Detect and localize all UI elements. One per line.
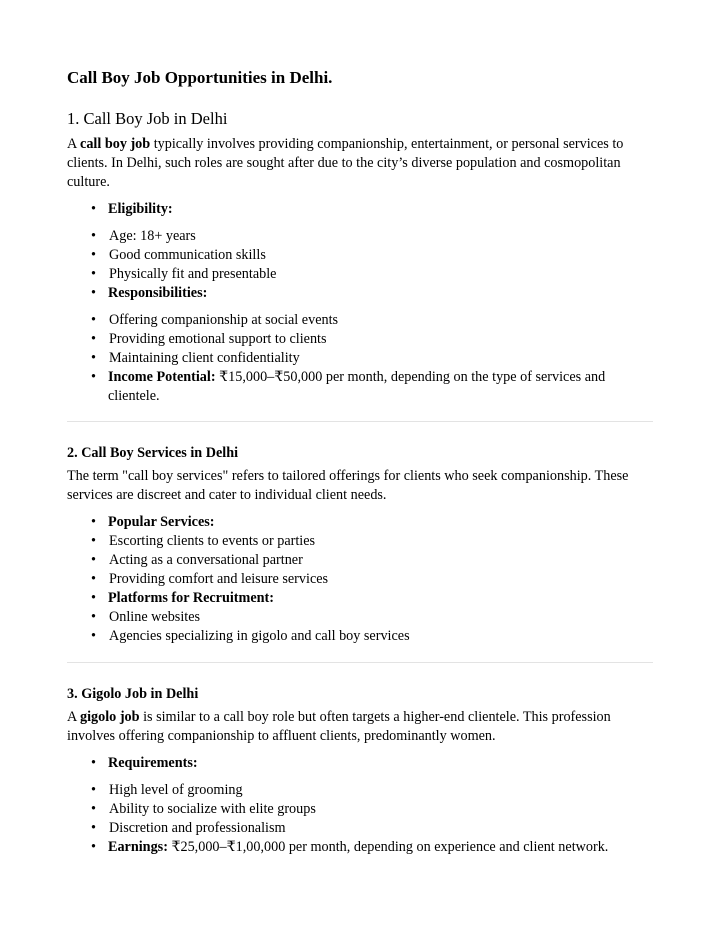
list-item: • Online websites [67, 608, 653, 627]
eligibility-sublist [67, 227, 653, 284]
section-call-boy-job [67, 108, 653, 406]
section-call-boy-services [67, 444, 653, 646]
earnings-label: Earnings: [108, 839, 168, 855]
popular-services-label-wrap [108, 513, 653, 532]
section-1-list [67, 200, 653, 406]
section-3-intro-post: is similar to a call boy role but often targets a higher-end clientele. This profession involves offering companionship to affluent clients, predominantly women. [67, 709, 611, 744]
eligibility-label-wrap [108, 200, 653, 219]
platforms-label-wrap [108, 589, 653, 608]
section-1-intro [67, 135, 653, 192]
list-item: • Providing emotional support to clients [67, 330, 653, 349]
section-1-intro-pre: A [67, 136, 81, 152]
earnings-item [67, 838, 653, 857]
income-label: Income Potential: [108, 369, 216, 385]
popular-services-sublist [67, 532, 653, 589]
list-item: • Offering companionship at social events [67, 311, 653, 330]
requirements-sublist [67, 781, 653, 838]
section-1-intro-bold: call boy job [80, 136, 151, 152]
document-title: Call Boy Job Opportunities in Delhi. [67, 68, 333, 87]
section-3-intro-pre: A [67, 709, 81, 725]
list-item: • Agencies specializing in gigolo and call boy services [67, 627, 653, 646]
popular-services-item [67, 513, 653, 589]
list-item: • Providing comfort and leisure services [67, 570, 653, 589]
platforms-sublist [67, 608, 653, 646]
section-gigolo-job [67, 685, 653, 857]
list-item: • Ability to socialize with elite groups [67, 800, 653, 819]
list-item: • Physically fit and presentable [67, 265, 653, 284]
eligibility-label: Eligibility: [108, 201, 173, 217]
list-item: • Age: 18+ years [67, 227, 653, 246]
section-divider [67, 662, 653, 663]
requirements-label: Requirements: [108, 755, 198, 771]
section-3-intro [67, 708, 653, 746]
list-item: • High level of grooming [67, 781, 653, 800]
section-divider [67, 421, 653, 422]
list-item: • Maintaining client confidentiality [67, 349, 653, 368]
list-item: • Acting as a conversational partner [67, 551, 653, 570]
list-item: • Discretion and professionalism [67, 819, 653, 838]
section-2-heading: 2. Call Boy Services in Delhi [67, 445, 239, 461]
section-3-intro-bold: gigolo job [80, 709, 140, 725]
requirements-label-wrap [108, 754, 653, 773]
section-2-intro: The term "call boy services" refers to tailored offerings for clients who seek companionship. These services are discreet and cater to individual client needs. [67, 468, 629, 503]
eligibility-item [67, 200, 653, 284]
income-text: ₹15,000–₹50,000 per month, depending on the type of services and clientele. [108, 369, 606, 404]
section-1-heading: 1. Call Boy Job in Delhi [67, 109, 228, 128]
popular-services-label: Popular Services: [108, 514, 215, 530]
responsibilities-label-wrap [108, 284, 653, 303]
responsibilities-item [67, 284, 653, 368]
section-2-list [67, 513, 653, 646]
list-item: • Good communication skills [67, 246, 653, 265]
earnings-text: ₹25,000–₹1,00,000 per month, depending on experience and client network. [167, 839, 609, 855]
income-item [67, 368, 653, 406]
platforms-label: Platforms for Recruitment: [108, 590, 274, 606]
section-3-list [67, 754, 653, 857]
responsibilities-sublist [67, 311, 653, 368]
list-item: • Escorting clients to events or parties [67, 532, 653, 551]
platforms-item [67, 589, 653, 646]
section-3-heading: 3. Gigolo Job in Delhi [67, 686, 199, 702]
responsibilities-label: Responsibilities: [108, 285, 208, 301]
section-1-intro-post: typically involves providing companionship, entertainment, or personal services to clients. In Delhi, such roles are sought after due to the city’s diverse population and cosmopolitan culture. [67, 136, 624, 190]
requirements-item [67, 754, 653, 838]
